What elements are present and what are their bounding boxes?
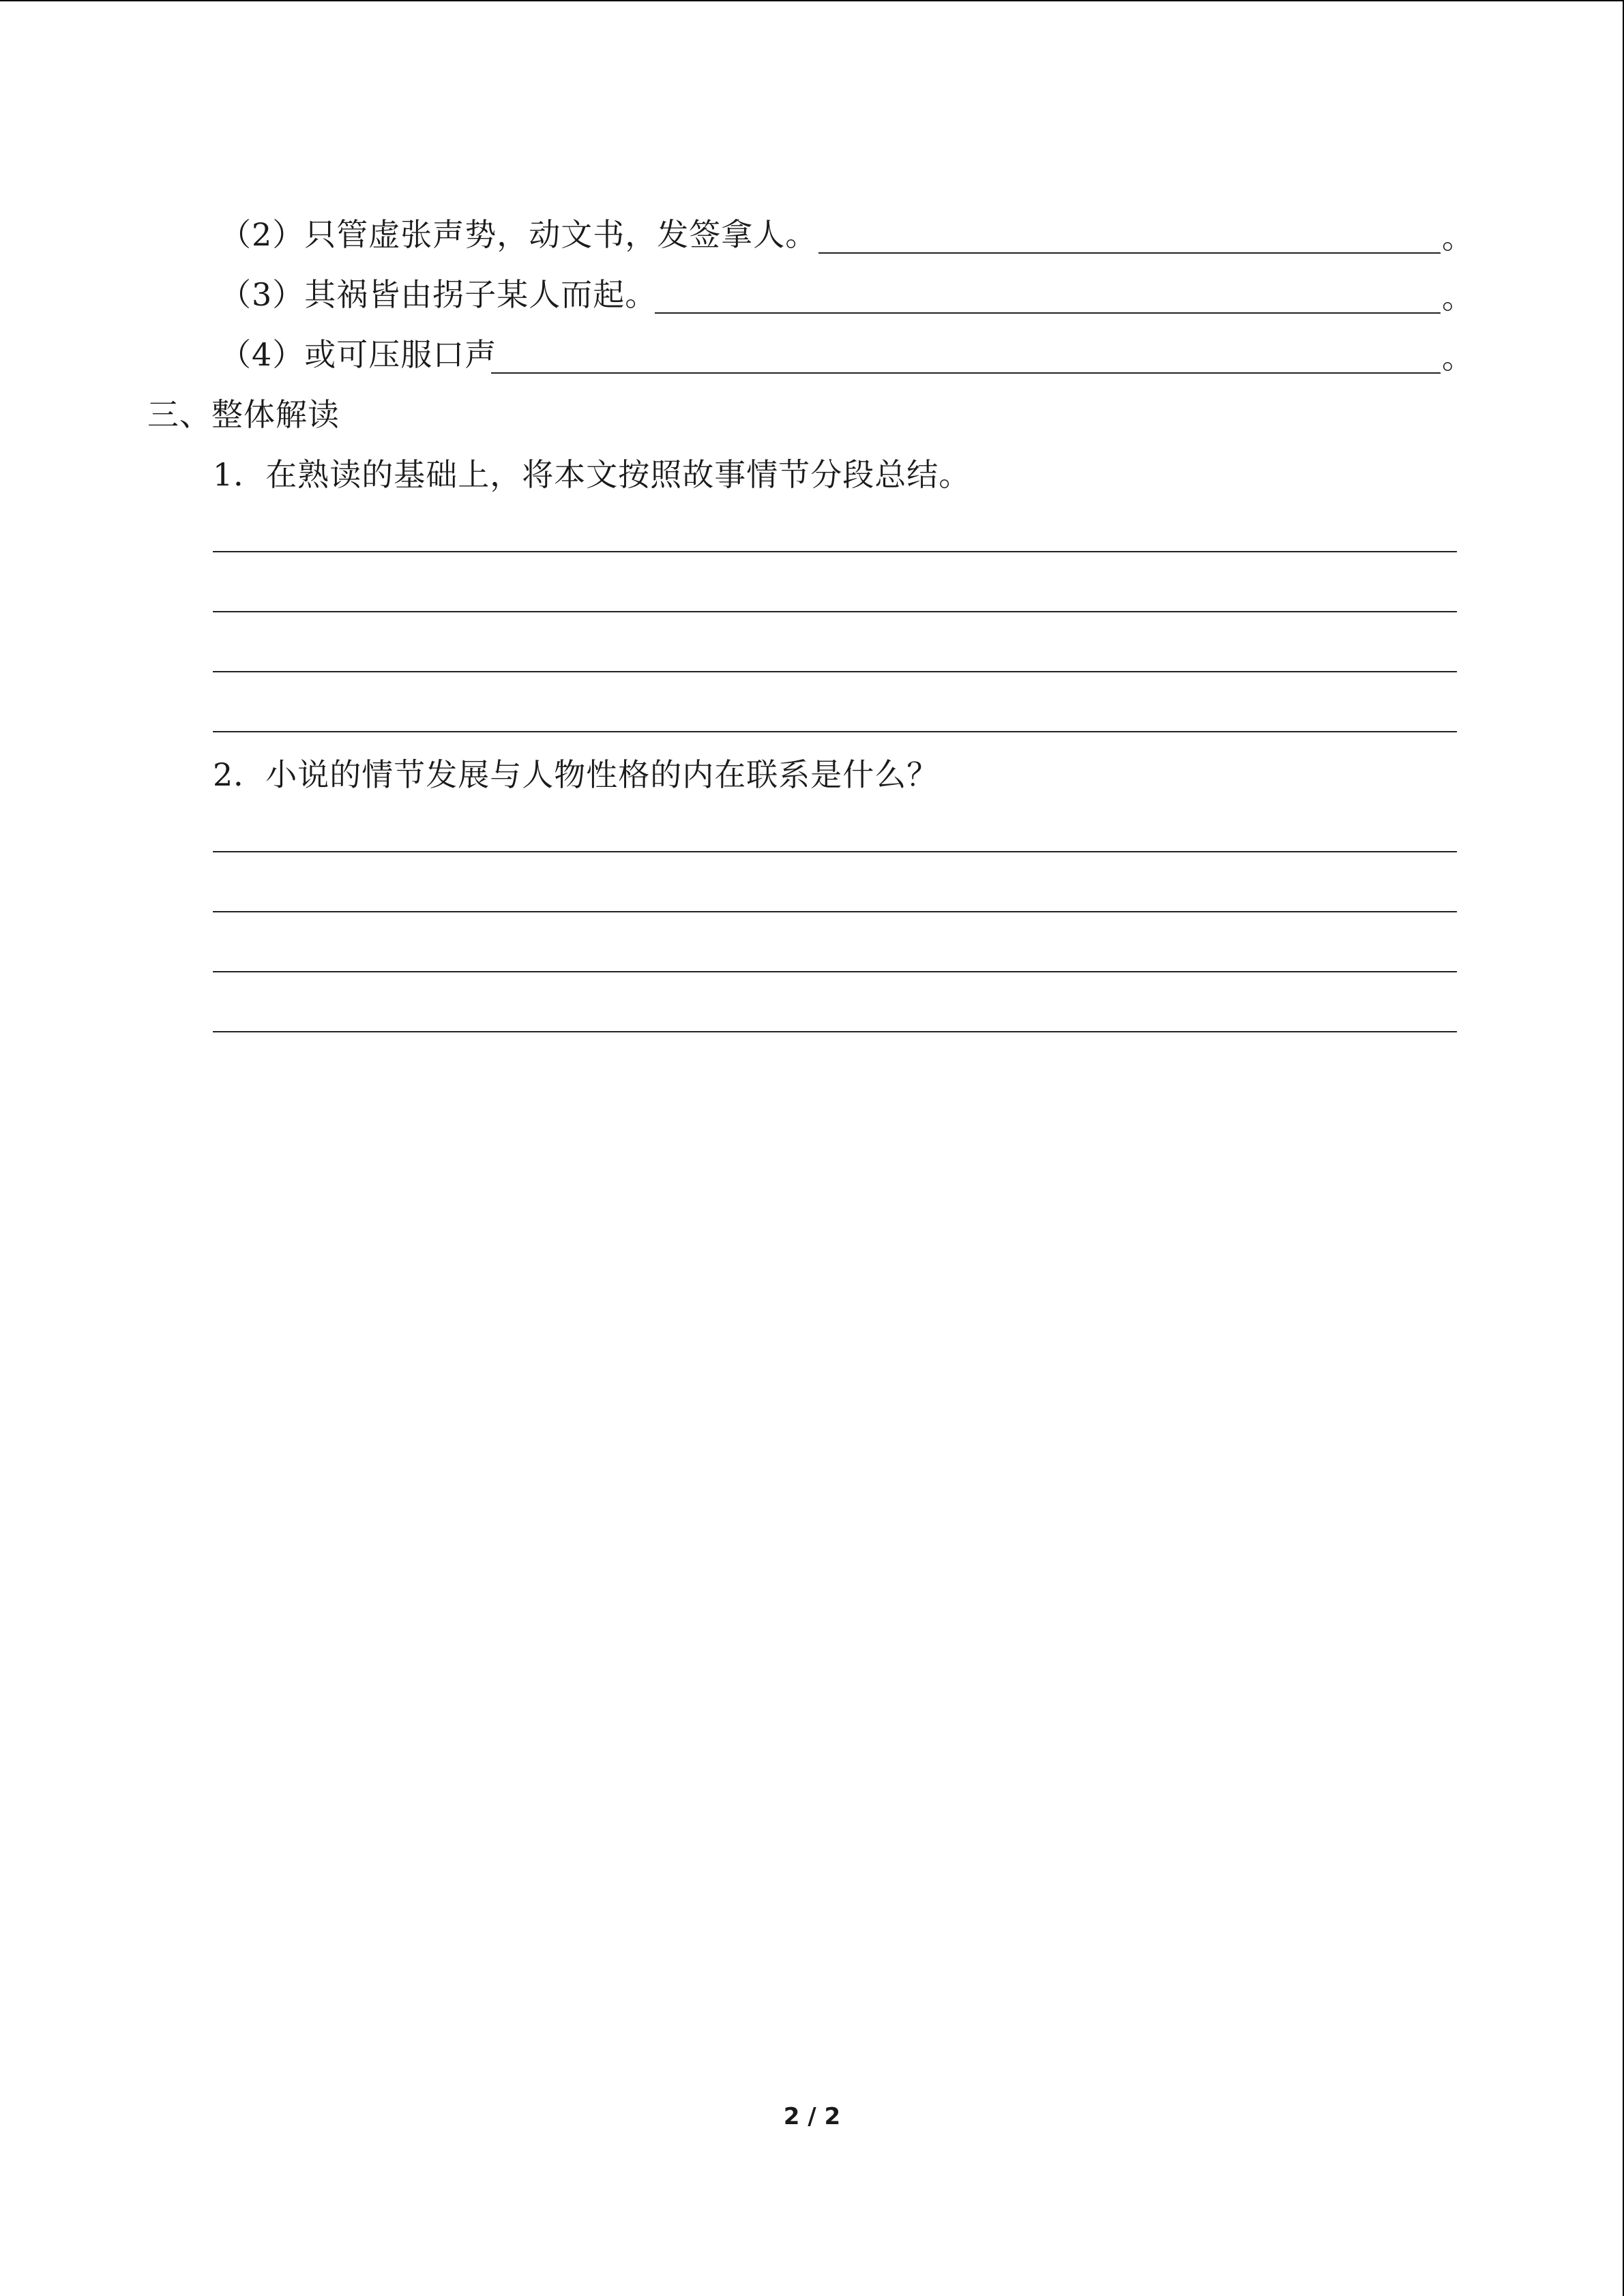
q1-answer-line-2[interactable] <box>213 611 1457 612</box>
item-3-blank[interactable] <box>655 312 1441 314</box>
item-3-text: （3）其祸皆由拐子某人而起。 <box>220 276 658 313</box>
item-4-blank[interactable] <box>491 372 1441 374</box>
q2-answer-line-4[interactable] <box>213 1031 1457 1032</box>
q1-answer-line-1[interactable] <box>213 551 1457 552</box>
item-3-period: 。 <box>1442 279 1473 316</box>
item-2-blank[interactable] <box>818 252 1441 254</box>
question-1-text: 1．在熟读的基础上，将本文按照故事情节分段总结。 <box>213 456 971 493</box>
q2-answer-line-2[interactable] <box>213 911 1457 912</box>
item-2-text: （2）只管虚张声势，动文书，发签拿人。 <box>220 216 818 253</box>
page-number: 2 / 2 <box>783 2103 841 2130</box>
q1-answer-line-3[interactable] <box>213 671 1457 672</box>
q1-answer-line-4[interactable] <box>213 731 1457 732</box>
q2-answer-line-3[interactable] <box>213 971 1457 972</box>
q2-answer-line-1[interactable] <box>213 851 1457 852</box>
item-4-period: 。 <box>1442 339 1473 376</box>
item-2-period: 。 <box>1442 219 1473 256</box>
section-3-heading: 三、整体解读 <box>147 396 340 433</box>
question-2-text: 2．小说的情节发展与人物性格的内在联系是什么？ <box>213 756 939 793</box>
item-4-text: （4）或可压服口声 <box>220 336 497 373</box>
